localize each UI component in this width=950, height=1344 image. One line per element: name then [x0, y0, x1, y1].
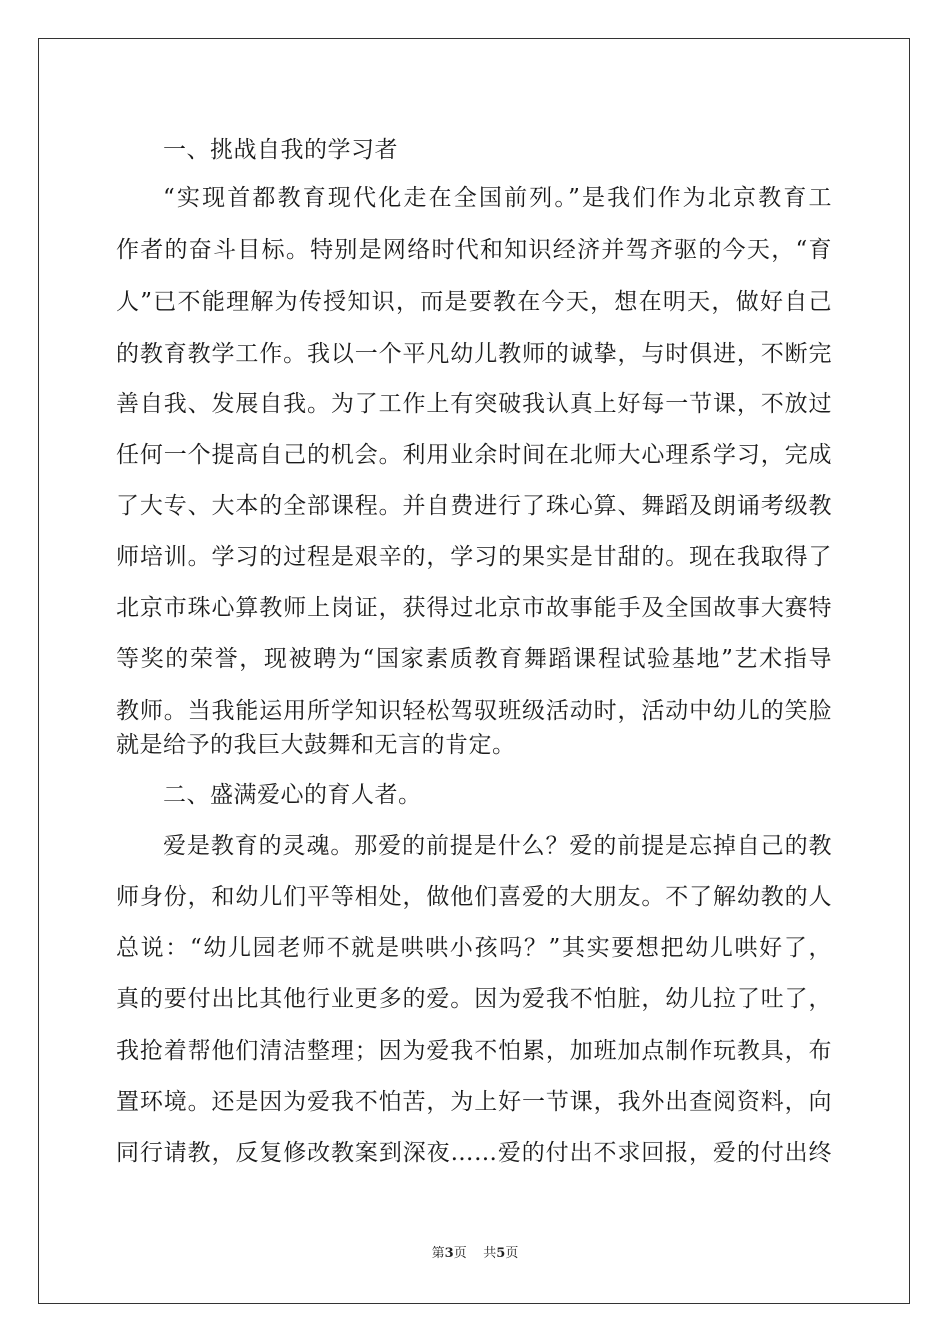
paragraph-line: 人”已不能理解为传授知识，而是要教在今天，想在明天，做好自己: [116, 289, 832, 315]
paragraph-line: 就是给予的我巨大鼓舞和无言的肯定。: [116, 732, 516, 758]
section-heading: 二、盛满爱心的育人者。: [163, 782, 422, 808]
paragraph-line: 了大专、大本的全部课程。并自费进行了珠心算、舞蹈及朗诵考级教: [116, 493, 832, 519]
paragraph-line: 师身份，和幼儿们平等相处，做他们喜爱的大朋友。不了解幼教的人: [116, 884, 832, 910]
paragraph-line: 真的要付出比其他行业更多的爱。因为爱我不怕脏，幼儿拉了吐了，: [116, 986, 832, 1012]
paragraph-line: 作者的奋斗目标。特别是网络时代和知识经济并驾齐驱的今天，“育: [116, 237, 832, 263]
paragraph-line: 同行请教，反复修改教案到深夜……爱的付出不求回报，爱的付出终: [116, 1140, 832, 1166]
current-page-number: 3: [444, 1246, 454, 1261]
paragraph-line: 置环境。还是因为爱我不怕苦，为上好一节课，我外出查阅资料，向: [116, 1089, 832, 1115]
page-footer: [0, 1244, 950, 1264]
paragraph-line: “实现首都教育现代化走在全国前列。”是我们作为北京教育工: [163, 185, 832, 211]
paragraph-line: 北京市珠心算教师上岗证，获得过北京市故事能手及全国故事大赛特: [116, 595, 832, 621]
paragraph-line: 我抢着帮他们清洁整理；因为爱我不怕累，加班加点制作玩教具，布: [116, 1038, 832, 1064]
paragraph-line: 师培训。学习的过程是艰辛的，学习的果实是甘甜的。现在我取得了: [116, 544, 832, 570]
paragraph-line: 任何一个提高自己的机会。利用业余时间在北师大心理系学习，完成: [116, 442, 832, 468]
paragraph-line: 的教育教学工作。我以一个平凡幼儿教师的诚挚，与时俱进，不断完: [116, 341, 832, 367]
page-unit: 页: [453, 1246, 467, 1261]
paragraph-line: 教师。当我能运用所学知识轻松驾驭班级活动时，活动中幼儿的笑脸: [116, 698, 832, 724]
total-page-count: 5: [496, 1246, 506, 1261]
section-heading: 一、挑战自我的学习者: [163, 137, 398, 163]
page-prefix: 第: [431, 1246, 445, 1261]
total-prefix: 共: [483, 1246, 497, 1261]
total-unit: 页: [505, 1246, 519, 1261]
paragraph-line: 总说：“幼儿园老师不就是哄哄小孩吗？”其实要想把幼儿哄好了，: [116, 935, 832, 961]
paragraph-line: 爱是教育的灵魂。那爱的前提是什么？爱的前提是忘掉自己的教: [163, 833, 832, 859]
paragraph-line: 等奖的荣誉，现被聘为“国家素质教育舞蹈课程试验基地”艺术指导: [116, 646, 832, 672]
paragraph-line: 善自我、发展自我。为了工作上有突破我认真上好每一节课，不放过: [116, 391, 832, 417]
